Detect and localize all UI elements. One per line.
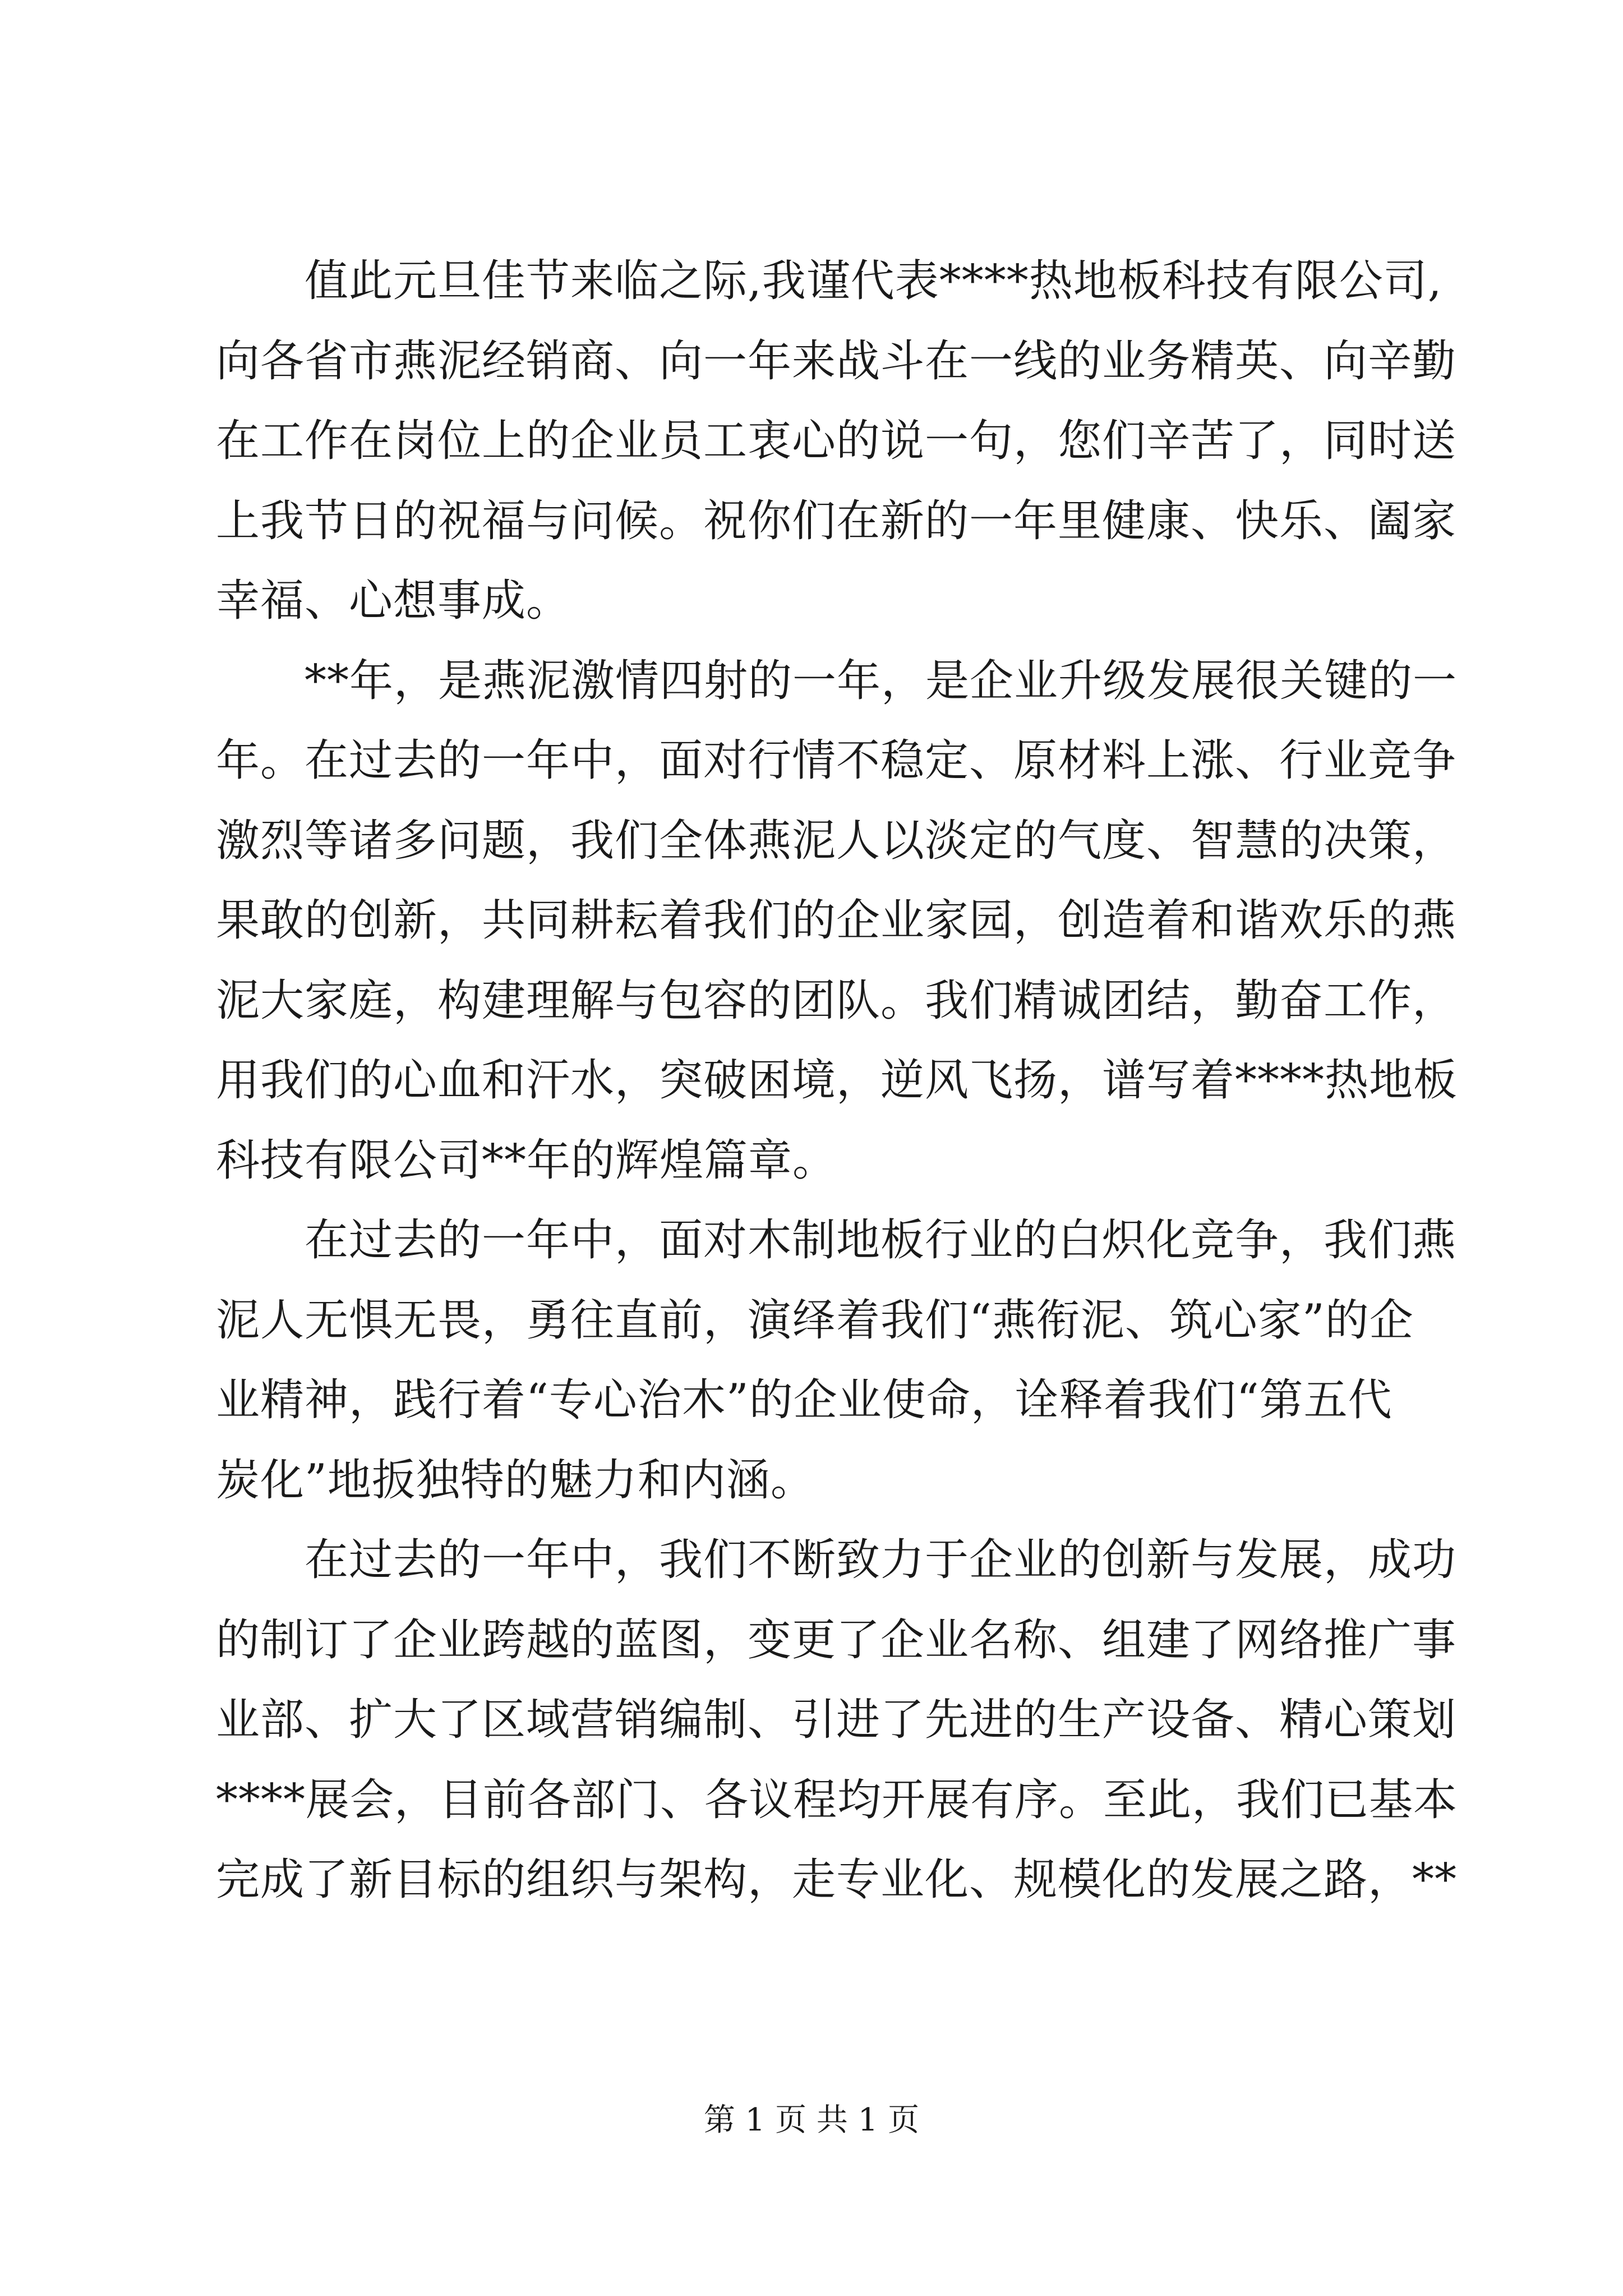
text-line: 值此元旦佳节来临之际,我谨代表****热地板科技有限公司, — [216, 256, 1442, 306]
text-line: 科技有限公司**年的辉煌篇章。 — [216, 1135, 837, 1186]
text-line: **年，是燕泥激情四射的一年，是企业升级发展很关键的一 — [216, 655, 1458, 706]
text-line: 炭化”地扳独特的魅力和内涵。 — [216, 1455, 815, 1506]
text-line: 果敢的创新，共同耕耘着我们的企业家园，创造着和谐欢乐的燕 — [216, 895, 1457, 946]
page-footer: 第 1 页 共 1 页 — [703, 2102, 920, 2138]
text-line: 激烈等诸多问题，我们全体燕泥人以淡定的气度、智慧的决策， — [216, 815, 1457, 866]
text-line: 业精神，践行着“专心治木”的企业使命，诠释着我们“第五代 — [216, 1375, 1393, 1425]
text-line: 在过去的一年中，我们不断致力于企业的创新与发展，成功 — [216, 1535, 1457, 1585]
text-line: 泥人无惧无畏，勇往直前，演绎着我们“燕衔泥、筑心家”的企 — [216, 1295, 1414, 1346]
text-line: ****展会，目前各部门、各议程均开展有序。至此，我们已基本 — [216, 1774, 1458, 1825]
text-line: 年。在过去的一年中，面对行情不稳定、原材料上涨、行业竞争 — [216, 735, 1457, 786]
text-line: 完成了新目标的组织与架构，走专业化、规模化的发展之路，** — [216, 1855, 1458, 1905]
text-line: 幸福、心想事成。 — [216, 576, 571, 626]
text-line: 在过去的一年中，面对木制地板行业的白炽化竞争，我们燕 — [216, 1215, 1457, 1266]
text-line: 的制订了企业跨越的蓝图，变更了企业名称、组建了网络推广事 — [216, 1614, 1457, 1665]
text-line: 上我节日的祝福与问候。祝你们在新的一年里健康、快乐、阖家 — [216, 495, 1457, 546]
text-line: 向各省市燕泥经销商、向一年来战斗在一线的业务精英、向辛勤 — [216, 335, 1457, 386]
text-line: 业部、扩大了区域营销编制、引进了先进的生产设备、精心策划 — [216, 1695, 1457, 1745]
text-line: 在工作在岗位上的企业员工衷心的说一句，您们辛苦了，同时送 — [216, 416, 1457, 466]
text-line: 泥大家庭，构建理解与包容的团队。我们精诚团结，勤奋工作， — [216, 975, 1457, 1026]
text-line: 用我们的心血和汗水，突破困境，逆风飞扬，谱写着****热地板 — [216, 1055, 1458, 1106]
